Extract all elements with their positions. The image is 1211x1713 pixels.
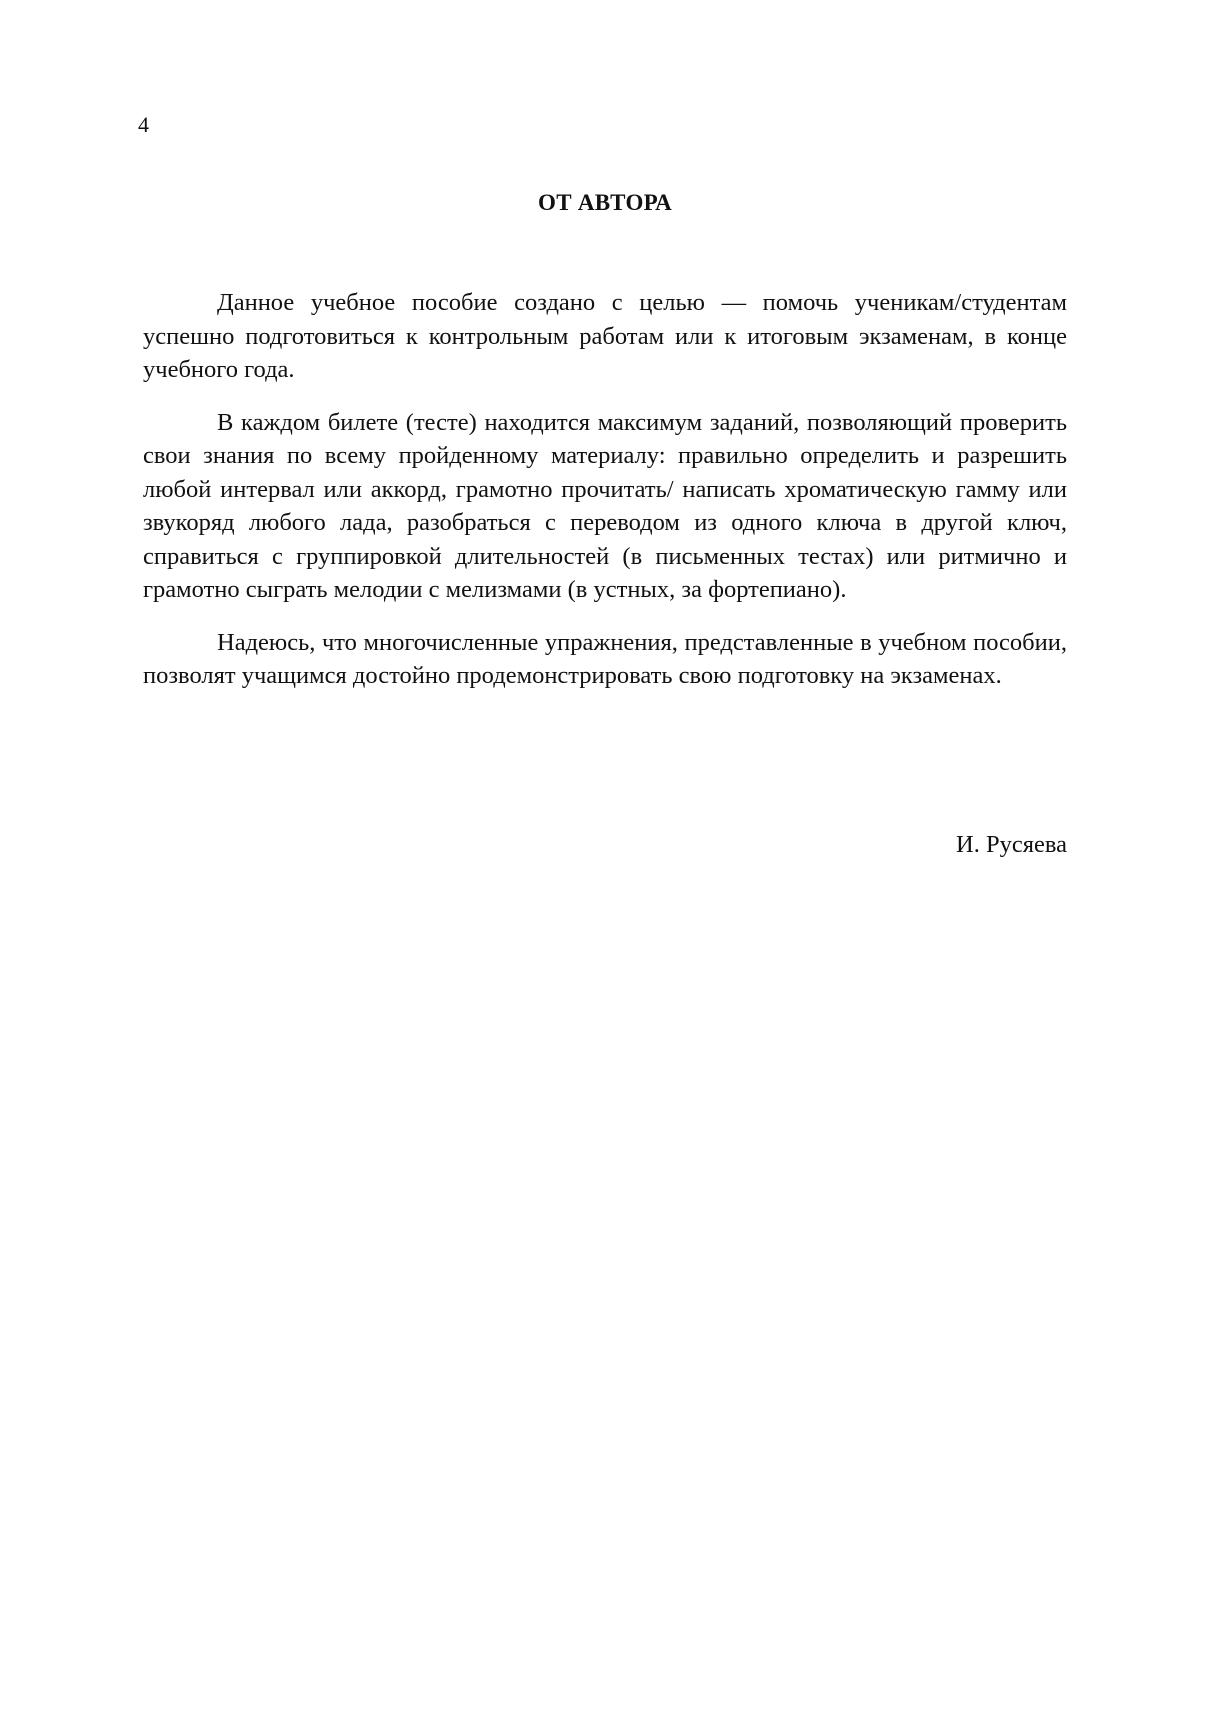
page-number: 4 xyxy=(138,112,149,137)
paragraph-hope: Надеюсь, что многочисленные упражнения, представленные в учебном пособии, позволят учащимся достойно продемонстрировать свою подготовку на экзаменах. xyxy=(143,628,1067,689)
paragraph-content: В каждом билете (тесте) находится максимум заданий, позволяющий проверить свои знания по всему пройденному материалу: правильно определить и разрешить любой интервал или аккорд, грамотно прочитать/ написать хроматическую гамму или звукоряд любого лада, разобраться с переводом из одного ключа в другой ключ, справиться с группировкой длительностей (в письменных тестах) или ритмично и грамотно сыграть мелодии с мелизмами (в устных, за фортепиано). xyxy=(143,408,1067,603)
page-title: ОТ АВТОРА xyxy=(538,190,672,215)
author-signature: И. Русяева xyxy=(956,831,1067,858)
paragraph-purpose: Данное учебное пособие создано с целью — помочь ученикам/студентам успешно подготовиться к контрольным работам или к итоговым экзаменам, в конце учебного года. xyxy=(143,289,1067,383)
body-text xyxy=(143,286,1067,712)
